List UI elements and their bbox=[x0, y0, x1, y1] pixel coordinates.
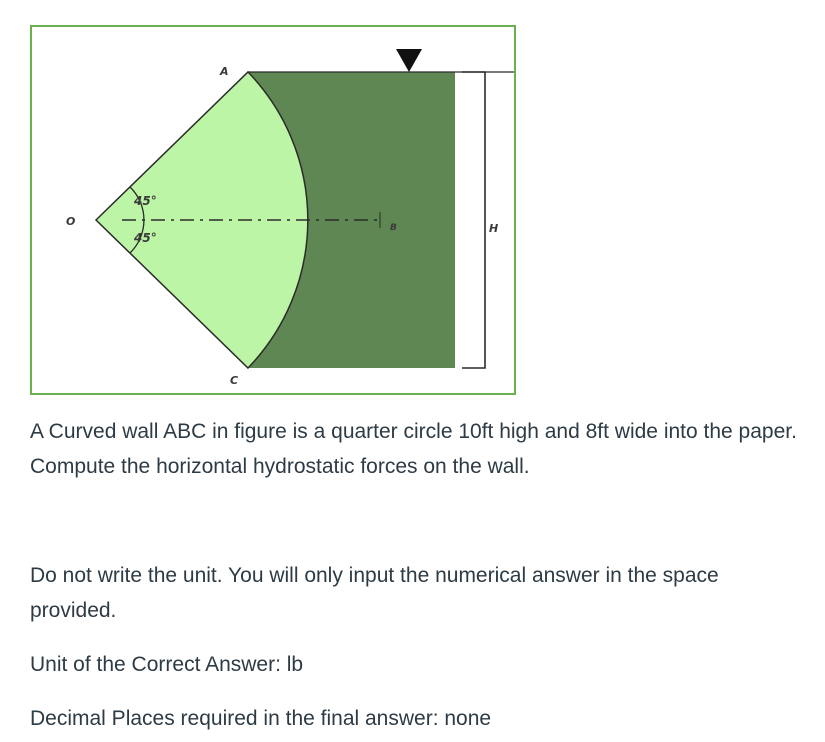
unit-of-answer: Unit of the Correct Answer: lb bbox=[30, 653, 304, 676]
angle-label-top: 45° bbox=[134, 194, 157, 208]
decimal-places-requirement: Decimal Places required in the final answer: none bbox=[30, 707, 492, 730]
problem-statement: A Curved wall ABC in figure is a quarter circle 10ft high and 8ft wide into the paper. Compute the horizontal hydrostatic forces on the wall. bbox=[30, 420, 797, 478]
angle-label-bottom: 45° bbox=[134, 231, 157, 245]
answer-instruction: Do not write the unit. You will only input the numerical answer in the space provided. bbox=[30, 564, 719, 622]
label-o: O bbox=[66, 215, 76, 228]
label-b: B bbox=[390, 223, 397, 233]
label-c: C bbox=[230, 374, 239, 387]
label-a: A bbox=[220, 65, 229, 78]
curved-wall-diagram bbox=[30, 25, 516, 395]
problem-figure bbox=[30, 25, 516, 395]
label-h: H bbox=[489, 222, 499, 235]
